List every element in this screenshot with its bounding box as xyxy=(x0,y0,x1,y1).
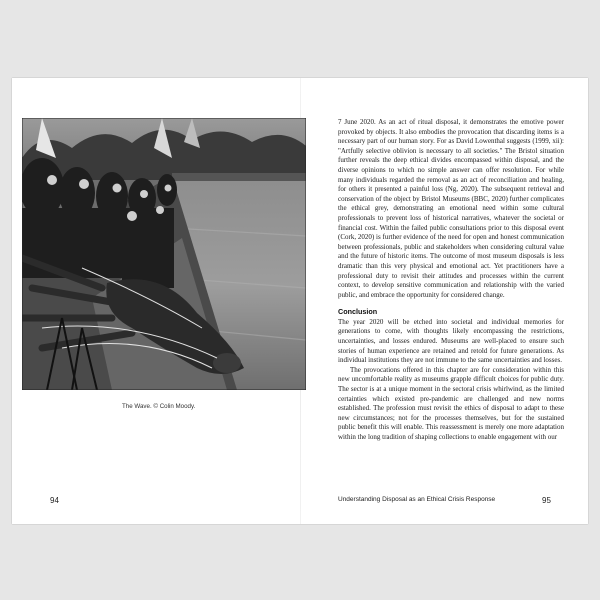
page-number-right: 95 xyxy=(542,496,551,505)
photo-caption xyxy=(122,403,195,410)
statue-head xyxy=(213,353,241,373)
running-head: Understanding Disposal as an Ethical Crisis Response xyxy=(338,496,496,503)
caption-title: The Wave. xyxy=(122,403,152,410)
body-paragraph: The year 2020 will be etched into societal and individual memories for generations to come, with thoughts likely encompassing the restrictions, uncertainties, and losses endured. Museums are well-placed to ensure such stories of human experience are retained and retold for future generations. As individual institutions they are not immune to the same uncertainties and losses. xyxy=(338,317,564,365)
caption-credit: © Colin Moody. xyxy=(153,403,196,410)
body-paragraph: The provocations offered in this chapter are for consideration within this new uncomfortable reality as museums grapple difficult choices for public duty. The sector is at a unique moment in the sectoral crisis whirlwind, as the limited certainties which existed pre-pandemic are challenged and new norms established. The profession must revisit the ethics of disposal to adapt to these new circumstances; not for the processes themselves, but for the sustained public benefit this will enable. This reassessment is merely one more adaptation within the long tradition of shaping collections to enable engagement with our xyxy=(338,365,564,441)
page-number-left: 94 xyxy=(50,496,59,505)
section-heading: Conclusion xyxy=(338,307,378,317)
book-spread xyxy=(12,78,588,524)
body-text-column xyxy=(338,118,564,443)
protest-photograph xyxy=(22,118,306,390)
photo-image xyxy=(22,118,306,390)
body-paragraph: 7 June 2020. As an act of ritual disposal, it demonstrates the emotive power provoked by objects. It also embodies the provocation that discarding items is a necessary part of our human story. For as David Lowenthal suggests (1999, xii): "Artfully selective oblivion is necessary to all societies." The Bristol situation further reveals the deep ethical divides encompassed within disposal, and the diverse opinions to which no simple answer can offer resolution. For while many individuals regarded the removal as an act of reconciliation and healing, for others it presented a painful loss (Ng, 2020). The subsequent retrieval and conservation of the object by Bristol Museums (BBC, 2020) further complicates the ethical grey, demonstrating an emotional need within some cultural professionals to prevent loss of historical narratives, whatever the societal or financial cost. Within the failed public consultations prior to this disposal event (Cork, 2020) is further evidence of the need for open and honest communication between professionals, public and stakeholders when considering cultural value and the future of historic items. The outcome of most museum disposals is less dramatic than this very physical and emotional act. Yet practitioners have a professional duty to revisit their attitudes and processes within the current context, to develop sensitive communication and relationship with the varied public, and embrace the opportunity for considered change. xyxy=(338,118,564,299)
far-shoreline xyxy=(172,173,306,181)
